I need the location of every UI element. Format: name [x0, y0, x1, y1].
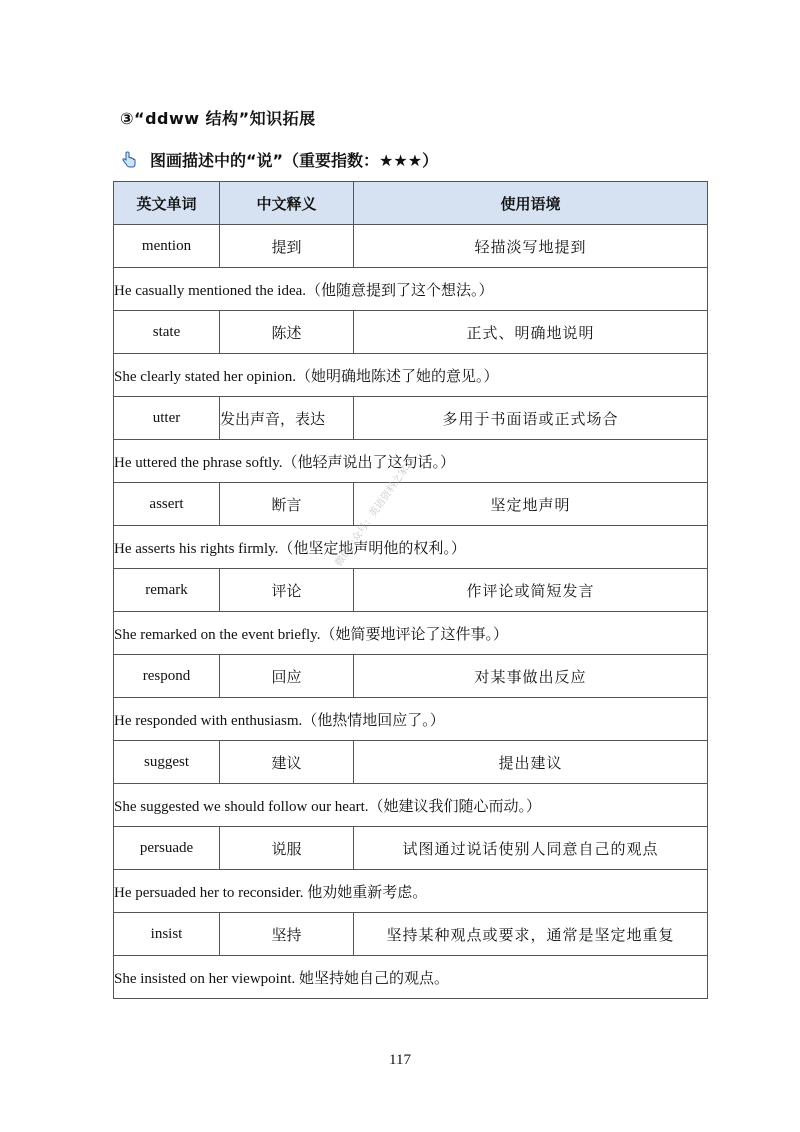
table-row — [114, 655, 708, 698]
pointing-hand-icon — [120, 151, 138, 169]
meaning-cell: 发出声音，表达 — [220, 397, 354, 440]
example-cell: He uttered the phrase softly.（他轻声说出了这句话。） — [114, 440, 708, 483]
example-cell: He persuaded her to reconsider. 他劝她重新考虑。 — [114, 870, 708, 913]
page-number: 117 — [389, 1052, 411, 1068]
word-cell: mention — [114, 225, 220, 268]
example-row — [114, 526, 708, 569]
example-row — [114, 268, 708, 311]
example-row — [114, 870, 708, 913]
subheading-text: 图画描述中的“说”（重要指数：★★★） — [150, 151, 439, 170]
context-cell: 对某事做出反应 — [354, 655, 708, 698]
example-cell: He asserts his rights firmly.（他坚定地声明他的权利。） — [114, 526, 708, 569]
table-header-row — [114, 182, 708, 225]
context-cell: 坚定地声明 — [354, 483, 708, 526]
example-cell: He responded with enthusiasm.（他热情地回应了。） — [114, 698, 708, 741]
example-row — [114, 612, 708, 655]
table-row — [114, 569, 708, 612]
vocabulary-table — [113, 181, 708, 999]
table-row — [114, 311, 708, 354]
word-cell: suggest — [114, 741, 220, 784]
example-cell: She insisted on her viewpoint. 她坚持她自己的观点。 — [114, 956, 708, 999]
meaning-cell: 坚持 — [220, 913, 354, 956]
context-cell: 作评论或简短发言 — [354, 569, 708, 612]
word-cell: respond — [114, 655, 220, 698]
example-row — [114, 956, 708, 999]
meaning-cell: 断言 — [220, 483, 354, 526]
example-cell: She clearly stated her opinion.（她明确地陈述了她的意见。） — [114, 354, 708, 397]
header-usage-context: 使用语境 — [354, 182, 708, 225]
word-cell: remark — [114, 569, 220, 612]
table-row — [114, 483, 708, 526]
meaning-cell: 建议 — [220, 741, 354, 784]
header-chinese-meaning: 中文释义 — [220, 182, 354, 225]
subheading — [120, 148, 438, 171]
table-row — [114, 827, 708, 870]
example-row — [114, 784, 708, 827]
table-row — [114, 225, 708, 268]
meaning-cell: 回应 — [220, 655, 354, 698]
meaning-cell: 评论 — [220, 569, 354, 612]
example-cell: She suggested we should follow our heart.（她建议我们随心而动。） — [114, 784, 708, 827]
header-english-word: 英文单词 — [114, 182, 220, 225]
example-row — [114, 698, 708, 741]
word-cell: state — [114, 311, 220, 354]
watermark-text: 微信公众号：英语资料之家zs — [333, 455, 418, 569]
example-cell: She remarked on the event briefly.（她简要地评论了这件事。） — [114, 612, 708, 655]
word-cell: utter — [114, 397, 220, 440]
context-cell: 坚持某种观点或要求，通常是坚定地重复 — [354, 913, 708, 956]
context-cell: 轻描淡写地提到 — [354, 225, 708, 268]
meaning-cell: 提到 — [220, 225, 354, 268]
context-cell: 试图通过说话使别人同意自己的观点 — [354, 827, 708, 870]
word-cell: assert — [114, 483, 220, 526]
context-cell: 提出建议 — [354, 741, 708, 784]
example-row — [114, 354, 708, 397]
meaning-cell: 说服 — [220, 827, 354, 870]
context-cell: 正式、明确地说明 — [354, 311, 708, 354]
example-cell: He casually mentioned the idea.（他随意提到了这个想法。） — [114, 268, 708, 311]
context-cell: 多用于书面语或正式场合 — [354, 397, 708, 440]
table-row — [114, 397, 708, 440]
meaning-cell: 陈述 — [220, 311, 354, 354]
word-cell: insist — [114, 913, 220, 956]
section-heading: ③“ddww 结构”知识拓展 — [120, 109, 316, 128]
table-row — [114, 741, 708, 784]
table-row — [114, 913, 708, 956]
word-cell: persuade — [114, 827, 220, 870]
